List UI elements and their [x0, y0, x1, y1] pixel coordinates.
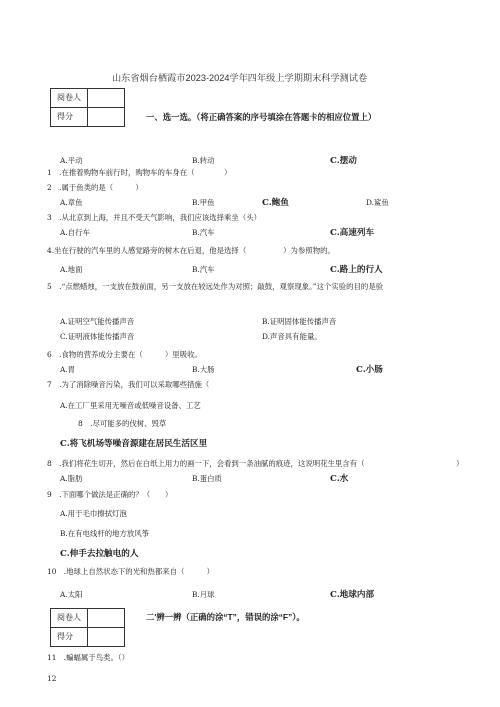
option-b: B.甲鱼	[192, 198, 215, 207]
option-b: B.汽车	[192, 265, 215, 274]
option-b: B.转动	[192, 156, 215, 165]
question-8: 8 .我们将花生切开，然后在白纸上用力的画一下，会看到一条油腻的痕迹，这说明花生里含有（	[47, 459, 365, 468]
option-a: A.证明空气能传播声音	[60, 317, 135, 326]
section-1-heading: 一、选一选。（将正确答案的序号填涂在答题卡的相应位置上）	[146, 112, 377, 122]
question-9: 9 .下面哪个做法是正确的？（ ）	[47, 490, 173, 499]
option-a: A.在工厂里采用无噪音或低噪音设备、工艺	[60, 401, 201, 410]
option-a: A.平动	[60, 156, 83, 165]
option-a: A.太阳	[60, 590, 83, 599]
score-cell	[88, 628, 125, 647]
question-2: 2 .属于鱼类的是（ ）	[47, 183, 143, 192]
option-c: C.伸手去拉触电的人	[60, 549, 139, 559]
option-d: D.声音具有能量。	[262, 332, 322, 341]
score-table-2	[50, 608, 125, 647]
score-label: 得分	[51, 108, 88, 127]
question-8-bracket: ）	[456, 459, 464, 468]
question-6: 6 .食物的营养成分主要在（ ）里吸收。	[47, 350, 202, 359]
option-b: 8 .尽可能多的伐树、毁草	[78, 419, 167, 428]
question-5: 5 .“点燃蜡烛，一支放在鼓前面，另一支放在较远处作为对照；敲鼓，观察现象。”这个实验的目的是验	[47, 282, 384, 291]
question-4: 4.坐在行驶的汽车里的人感觉路旁的树木在后退，他是选择（ ）为参照物的。	[47, 246, 335, 255]
option-a: A.章鱼	[60, 198, 83, 207]
option-b: B.证明固体能传播声音	[262, 317, 337, 326]
option-c: C.摆动	[330, 156, 357, 166]
option-a: A.脂肪	[60, 474, 83, 483]
section-2-heading: 二'辨一辨（正确的涂“T”，错误的涂“F”）。	[146, 612, 305, 622]
option-c: C.路上的行人	[330, 265, 383, 275]
option-b: B.汽车	[192, 228, 215, 237]
score-cell	[88, 108, 125, 127]
reviewer-cell	[88, 89, 125, 108]
reviewer-label: 阅卷人	[51, 89, 88, 108]
option-c: C.小肠	[356, 365, 383, 375]
reviewer-label: 阅卷人	[51, 609, 88, 628]
option-b: B.月球	[192, 590, 215, 599]
score-label: 得分	[51, 628, 88, 647]
page-title: 山东省烟台栖霞市2023-2024学年四年级上学期期末科学测试卷	[112, 73, 368, 83]
option-c: C.证明液体能传播声音	[60, 332, 135, 341]
question-11: 11 .蝙蝠属于鸟类。（）	[47, 653, 129, 662]
option-b: B.蛋白质	[192, 474, 222, 483]
reviewer-cell	[88, 609, 125, 628]
question-3: 3 .从北京到上海，并且不受天气影响，我们应该选择乘坐（头）	[47, 213, 261, 222]
option-c: C.鲍鱼	[262, 198, 289, 208]
option-a: A.自行车	[60, 228, 90, 237]
option-a: A.用于毛巾擦拭灯泡	[60, 509, 127, 518]
option-a: A.胃	[60, 365, 76, 374]
option-b: B.在有电线杆的地方放风筝	[60, 529, 150, 538]
question-10: 10 .地球上自然状态下的光和热都来自（ ）	[47, 567, 214, 576]
option-c: C.高速列车	[330, 228, 375, 238]
option-c: C.将飞机场等噪音源建在居民生活区里	[60, 439, 208, 449]
question-7: 7 .为了消除噪音污染，我们可以采取哪些措施（	[47, 380, 210, 389]
question-12: 12	[47, 674, 57, 683]
question-1: 1 .在推着购物车前行时，购物车的车身在（ ）	[47, 168, 232, 177]
option-b: B.大肠	[192, 365, 215, 374]
option-a: A.地面	[60, 265, 83, 274]
option-c: C.水	[330, 474, 349, 484]
option-c: C.地球内部	[330, 590, 375, 600]
score-table-1	[50, 88, 125, 127]
option-d: D.鲨鱼	[366, 198, 389, 207]
